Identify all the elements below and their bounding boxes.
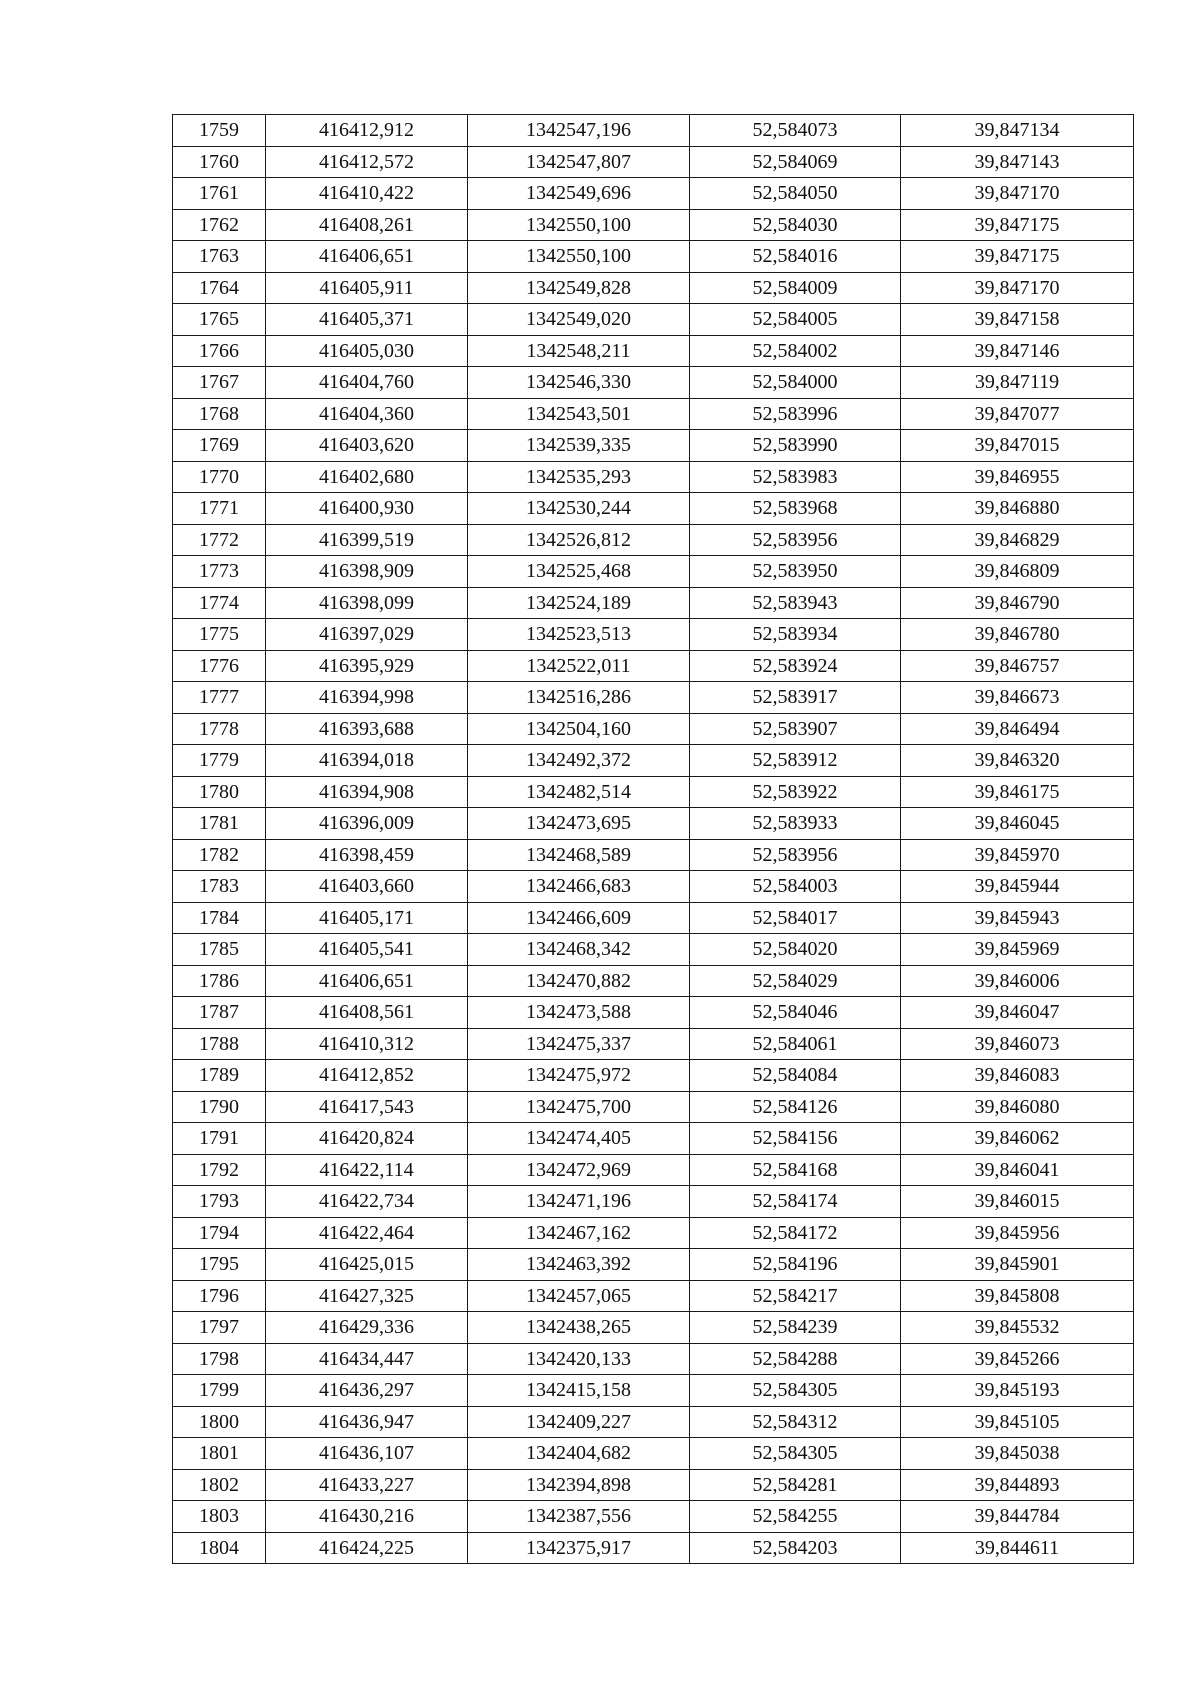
point-number-cell: 1792 [173,1154,266,1186]
latitude-cell: 52,583943 [690,587,901,619]
y-coordinate-cell: 1342470,882 [468,965,690,997]
x-coordinate-cell: 416408,561 [266,997,468,1029]
y-coordinate-cell: 1342473,588 [468,997,690,1029]
longitude-cell: 39,846073 [901,1028,1134,1060]
table-row [173,1469,1134,1501]
latitude-cell: 52,584020 [690,934,901,966]
y-coordinate-cell: 1342526,812 [468,524,690,556]
latitude-cell: 52,584174 [690,1186,901,1218]
point-number-cell: 1776 [173,650,266,682]
point-number-cell: 1796 [173,1280,266,1312]
y-coordinate-cell: 1342415,158 [468,1375,690,1407]
y-coordinate-cell: 1342504,160 [468,713,690,745]
y-coordinate-cell: 1342404,682 [468,1438,690,1470]
coordinates-table [172,114,1134,1564]
latitude-cell: 52,584002 [690,335,901,367]
latitude-cell: 52,583996 [690,398,901,430]
point-number-cell: 1763 [173,241,266,273]
latitude-cell: 52,584016 [690,241,901,273]
longitude-cell: 39,846790 [901,587,1134,619]
longitude-cell: 39,845532 [901,1312,1134,1344]
table-row [173,713,1134,745]
latitude-cell: 52,584305 [690,1438,901,1470]
point-number-cell: 1783 [173,871,266,903]
longitude-cell: 39,847077 [901,398,1134,430]
x-coordinate-cell: 416394,018 [266,745,468,777]
x-coordinate-cell: 416436,947 [266,1406,468,1438]
x-coordinate-cell: 416402,680 [266,461,468,493]
point-number-cell: 1774 [173,587,266,619]
x-coordinate-cell: 416395,929 [266,650,468,682]
y-coordinate-cell: 1342375,917 [468,1532,690,1564]
x-coordinate-cell: 416394,998 [266,682,468,714]
y-coordinate-cell: 1342473,695 [468,808,690,840]
point-number-cell: 1775 [173,619,266,651]
y-coordinate-cell: 1342394,898 [468,1469,690,1501]
y-coordinate-cell: 1342550,100 [468,209,690,241]
x-coordinate-cell: 416398,459 [266,839,468,871]
point-number-cell: 1789 [173,1060,266,1092]
table-row [173,524,1134,556]
table-row [173,650,1134,682]
table-row [173,398,1134,430]
latitude-cell: 52,584003 [690,871,901,903]
x-coordinate-cell: 416404,760 [266,367,468,399]
table-row [173,902,1134,934]
y-coordinate-cell: 1342543,501 [468,398,690,430]
table-row [173,808,1134,840]
longitude-cell: 39,847170 [901,272,1134,304]
y-coordinate-cell: 1342482,514 [468,776,690,808]
latitude-cell: 52,583950 [690,556,901,588]
longitude-cell: 39,845901 [901,1249,1134,1281]
x-coordinate-cell: 416405,171 [266,902,468,934]
point-number-cell: 1768 [173,398,266,430]
latitude-cell: 52,583924 [690,650,901,682]
y-coordinate-cell: 1342516,286 [468,682,690,714]
x-coordinate-cell: 416433,227 [266,1469,468,1501]
point-number-cell: 1777 [173,682,266,714]
y-coordinate-cell: 1342466,683 [468,871,690,903]
table-row [173,1091,1134,1123]
longitude-cell: 39,846083 [901,1060,1134,1092]
longitude-cell: 39,846780 [901,619,1134,651]
y-coordinate-cell: 1342492,372 [468,745,690,777]
x-coordinate-cell: 416398,099 [266,587,468,619]
longitude-cell: 39,845808 [901,1280,1134,1312]
x-coordinate-cell: 416427,325 [266,1280,468,1312]
longitude-cell: 39,846062 [901,1123,1134,1155]
latitude-cell: 52,584000 [690,367,901,399]
latitude-cell: 52,584050 [690,178,901,210]
point-number-cell: 1781 [173,808,266,840]
longitude-cell: 39,845105 [901,1406,1134,1438]
x-coordinate-cell: 416405,030 [266,335,468,367]
longitude-cell: 39,845038 [901,1438,1134,1470]
y-coordinate-cell: 1342467,162 [468,1217,690,1249]
x-coordinate-cell: 416422,734 [266,1186,468,1218]
latitude-cell: 52,584126 [690,1091,901,1123]
longitude-cell: 39,846045 [901,808,1134,840]
latitude-cell: 52,584017 [690,902,901,934]
latitude-cell: 52,584281 [690,1469,901,1501]
x-coordinate-cell: 416404,360 [266,398,468,430]
point-number-cell: 1761 [173,178,266,210]
x-coordinate-cell: 416405,541 [266,934,468,966]
point-number-cell: 1798 [173,1343,266,1375]
longitude-cell: 39,844893 [901,1469,1134,1501]
longitude-cell: 39,846757 [901,650,1134,682]
longitude-cell: 39,847170 [901,178,1134,210]
longitude-cell: 39,846041 [901,1154,1134,1186]
y-coordinate-cell: 1342471,196 [468,1186,690,1218]
table-row [173,178,1134,210]
longitude-cell: 39,846880 [901,493,1134,525]
y-coordinate-cell: 1342475,700 [468,1091,690,1123]
latitude-cell: 52,584084 [690,1060,901,1092]
x-coordinate-cell: 416396,009 [266,808,468,840]
longitude-cell: 39,847175 [901,209,1134,241]
point-number-cell: 1771 [173,493,266,525]
point-number-cell: 1779 [173,745,266,777]
table-row [173,209,1134,241]
y-coordinate-cell: 1342523,513 [468,619,690,651]
table-row [173,1186,1134,1218]
point-number-cell: 1786 [173,965,266,997]
longitude-cell: 39,845956 [901,1217,1134,1249]
point-number-cell: 1770 [173,461,266,493]
point-number-cell: 1793 [173,1186,266,1218]
longitude-cell: 39,846080 [901,1091,1134,1123]
latitude-cell: 52,584030 [690,209,901,241]
table-row [173,871,1134,903]
point-number-cell: 1794 [173,1217,266,1249]
y-coordinate-cell: 1342530,244 [468,493,690,525]
longitude-cell: 39,847015 [901,430,1134,462]
y-coordinate-cell: 1342463,392 [468,1249,690,1281]
latitude-cell: 52,583956 [690,524,901,556]
latitude-cell: 52,584217 [690,1280,901,1312]
y-coordinate-cell: 1342549,696 [468,178,690,210]
table-row [173,1532,1134,1564]
y-coordinate-cell: 1342457,065 [468,1280,690,1312]
latitude-cell: 52,584255 [690,1501,901,1533]
point-number-cell: 1772 [173,524,266,556]
table-row [173,1343,1134,1375]
latitude-cell: 52,584069 [690,146,901,178]
point-number-cell: 1790 [173,1091,266,1123]
longitude-cell: 39,845943 [901,902,1134,934]
longitude-cell: 39,846006 [901,965,1134,997]
x-coordinate-cell: 416412,912 [266,115,468,147]
longitude-cell: 39,846955 [901,461,1134,493]
table-row [173,934,1134,966]
point-number-cell: 1765 [173,304,266,336]
longitude-cell: 39,844784 [901,1501,1134,1533]
x-coordinate-cell: 416400,930 [266,493,468,525]
longitude-cell: 39,845193 [901,1375,1134,1407]
longitude-cell: 39,846809 [901,556,1134,588]
point-number-cell: 1800 [173,1406,266,1438]
longitude-cell: 39,846015 [901,1186,1134,1218]
point-number-cell: 1778 [173,713,266,745]
table-row [173,556,1134,588]
latitude-cell: 52,584156 [690,1123,901,1155]
latitude-cell: 52,583907 [690,713,901,745]
x-coordinate-cell: 416417,543 [266,1091,468,1123]
longitude-cell: 39,844611 [901,1532,1134,1564]
longitude-cell: 39,847146 [901,335,1134,367]
table-row [173,1123,1134,1155]
y-coordinate-cell: 1342548,211 [468,335,690,367]
longitude-cell: 39,845970 [901,839,1134,871]
latitude-cell: 52,584005 [690,304,901,336]
longitude-cell: 39,846320 [901,745,1134,777]
latitude-cell: 52,584009 [690,272,901,304]
x-coordinate-cell: 416436,297 [266,1375,468,1407]
table-row [173,146,1134,178]
longitude-cell: 39,847158 [901,304,1134,336]
x-coordinate-cell: 416398,909 [266,556,468,588]
x-coordinate-cell: 416405,911 [266,272,468,304]
x-coordinate-cell: 416424,225 [266,1532,468,1564]
table-row [173,1312,1134,1344]
y-coordinate-cell: 1342438,265 [468,1312,690,1344]
latitude-cell: 52,583917 [690,682,901,714]
y-coordinate-cell: 1342420,133 [468,1343,690,1375]
longitude-cell: 39,846047 [901,997,1134,1029]
longitude-cell: 39,846829 [901,524,1134,556]
table-row [173,1154,1134,1186]
table-row [173,1249,1134,1281]
point-number-cell: 1766 [173,335,266,367]
x-coordinate-cell: 416425,015 [266,1249,468,1281]
point-number-cell: 1780 [173,776,266,808]
longitude-cell: 39,845944 [901,871,1134,903]
x-coordinate-cell: 416434,447 [266,1343,468,1375]
point-number-cell: 1804 [173,1532,266,1564]
y-coordinate-cell: 1342475,972 [468,1060,690,1092]
point-number-cell: 1791 [173,1123,266,1155]
table-row [173,682,1134,714]
table-row [173,745,1134,777]
latitude-cell: 52,583956 [690,839,901,871]
table-row [173,1406,1134,1438]
latitude-cell: 52,584312 [690,1406,901,1438]
y-coordinate-cell: 1342539,335 [468,430,690,462]
y-coordinate-cell: 1342546,330 [468,367,690,399]
table-row [173,839,1134,871]
point-number-cell: 1795 [173,1249,266,1281]
table-row [173,619,1134,651]
longitude-cell: 39,845266 [901,1343,1134,1375]
y-coordinate-cell: 1342468,342 [468,934,690,966]
y-coordinate-cell: 1342474,405 [468,1123,690,1155]
x-coordinate-cell: 416410,312 [266,1028,468,1060]
latitude-cell: 52,584046 [690,997,901,1029]
table-row [173,1438,1134,1470]
table-row [173,1060,1134,1092]
table-row [173,1217,1134,1249]
point-number-cell: 1788 [173,1028,266,1060]
x-coordinate-cell: 416393,688 [266,713,468,745]
longitude-cell: 39,847175 [901,241,1134,273]
point-number-cell: 1764 [173,272,266,304]
y-coordinate-cell: 1342550,100 [468,241,690,273]
latitude-cell: 52,583968 [690,493,901,525]
y-coordinate-cell: 1342525,468 [468,556,690,588]
y-coordinate-cell: 1342472,969 [468,1154,690,1186]
y-coordinate-cell: 1342547,196 [468,115,690,147]
table-row [173,776,1134,808]
latitude-cell: 52,584172 [690,1217,901,1249]
latitude-cell: 52,584073 [690,115,901,147]
point-number-cell: 1799 [173,1375,266,1407]
latitude-cell: 52,583933 [690,808,901,840]
x-coordinate-cell: 416412,572 [266,146,468,178]
table-row [173,367,1134,399]
table-row [173,587,1134,619]
longitude-cell: 39,846175 [901,776,1134,808]
point-number-cell: 1801 [173,1438,266,1470]
table-row [173,1501,1134,1533]
point-number-cell: 1769 [173,430,266,462]
y-coordinate-cell: 1342475,337 [468,1028,690,1060]
latitude-cell: 52,583990 [690,430,901,462]
table-row [173,1280,1134,1312]
table-row [173,304,1134,336]
latitude-cell: 52,584203 [690,1532,901,1564]
x-coordinate-cell: 416436,107 [266,1438,468,1470]
x-coordinate-cell: 416406,651 [266,241,468,273]
x-coordinate-cell: 416405,371 [266,304,468,336]
longitude-cell: 39,846673 [901,682,1134,714]
x-coordinate-cell: 416430,216 [266,1501,468,1533]
point-number-cell: 1762 [173,209,266,241]
latitude-cell: 52,584288 [690,1343,901,1375]
table-row [173,997,1134,1029]
point-number-cell: 1767 [173,367,266,399]
point-number-cell: 1784 [173,902,266,934]
latitude-cell: 52,584029 [690,965,901,997]
latitude-cell: 52,584168 [690,1154,901,1186]
point-number-cell: 1797 [173,1312,266,1344]
point-number-cell: 1785 [173,934,266,966]
table-row [173,493,1134,525]
x-coordinate-cell: 416397,029 [266,619,468,651]
y-coordinate-cell: 1342387,556 [468,1501,690,1533]
point-number-cell: 1782 [173,839,266,871]
x-coordinate-cell: 416429,336 [266,1312,468,1344]
x-coordinate-cell: 416406,651 [266,965,468,997]
x-coordinate-cell: 416399,519 [266,524,468,556]
x-coordinate-cell: 416408,261 [266,209,468,241]
point-number-cell: 1787 [173,997,266,1029]
longitude-cell: 39,847143 [901,146,1134,178]
latitude-cell: 52,584061 [690,1028,901,1060]
table-row [173,1375,1134,1407]
y-coordinate-cell: 1342524,189 [468,587,690,619]
table-row [173,115,1134,147]
longitude-cell: 39,847134 [901,115,1134,147]
y-coordinate-cell: 1342549,828 [468,272,690,304]
longitude-cell: 39,847119 [901,367,1134,399]
coordinates-table-body [173,115,1134,1564]
latitude-cell: 52,583922 [690,776,901,808]
table-row [173,461,1134,493]
y-coordinate-cell: 1342466,609 [468,902,690,934]
table-row [173,335,1134,367]
table-row [173,241,1134,273]
point-number-cell: 1803 [173,1501,266,1533]
point-number-cell: 1773 [173,556,266,588]
table-row [173,965,1134,997]
x-coordinate-cell: 416410,422 [266,178,468,210]
latitude-cell: 52,583912 [690,745,901,777]
x-coordinate-cell: 416403,660 [266,871,468,903]
latitude-cell: 52,584239 [690,1312,901,1344]
x-coordinate-cell: 416422,114 [266,1154,468,1186]
latitude-cell: 52,583983 [690,461,901,493]
x-coordinate-cell: 416422,464 [266,1217,468,1249]
y-coordinate-cell: 1342549,020 [468,304,690,336]
longitude-cell: 39,846494 [901,713,1134,745]
latitude-cell: 52,583934 [690,619,901,651]
y-coordinate-cell: 1342535,293 [468,461,690,493]
x-coordinate-cell: 416394,908 [266,776,468,808]
y-coordinate-cell: 1342547,807 [468,146,690,178]
x-coordinate-cell: 416403,620 [266,430,468,462]
point-number-cell: 1802 [173,1469,266,1501]
point-number-cell: 1759 [173,115,266,147]
latitude-cell: 52,584305 [690,1375,901,1407]
latitude-cell: 52,584196 [690,1249,901,1281]
y-coordinate-cell: 1342522,011 [468,650,690,682]
longitude-cell: 39,845969 [901,934,1134,966]
table-row [173,1028,1134,1060]
point-number-cell: 1760 [173,146,266,178]
table-row [173,430,1134,462]
x-coordinate-cell: 416420,824 [266,1123,468,1155]
y-coordinate-cell: 1342409,227 [468,1406,690,1438]
x-coordinate-cell: 416412,852 [266,1060,468,1092]
table-row [173,272,1134,304]
y-coordinate-cell: 1342468,589 [468,839,690,871]
